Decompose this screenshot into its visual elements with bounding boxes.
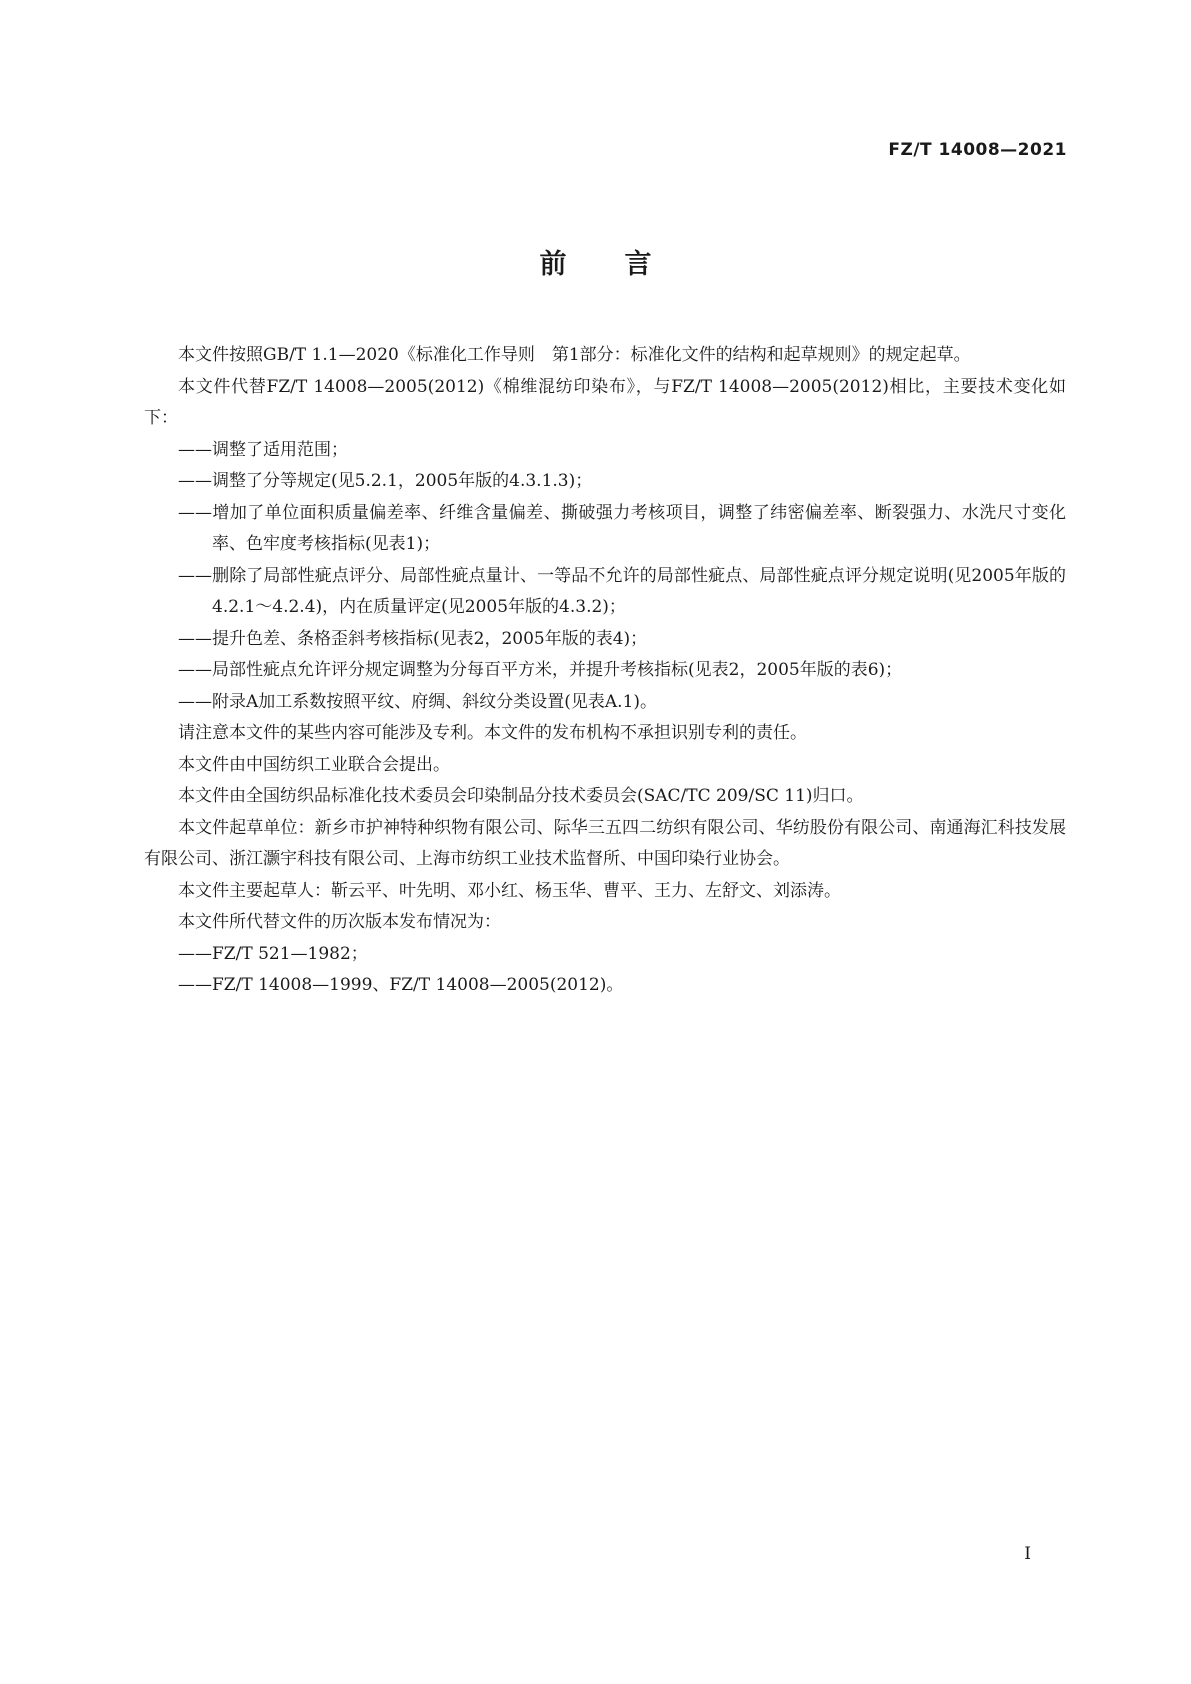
paragraph-replacement: 本文件代替FZ/T 14008—2005(2012)《棉维混纺印染布》，与FZ/T 14008—2005(2012)相比，主要技术变化如下： bbox=[144, 376, 1066, 428]
page-title: 前言 bbox=[539, 249, 710, 280]
paragraph-patent-notice: 请注意本文件的某些内容可能涉及专利。本文件的发布机构不承担识别专利的责任。 bbox=[178, 723, 807, 743]
paragraph-technical-committee: 本文件由全国纺织品标准化技术委员会印染制品分技术委员会(SAC/TC 209/SC 11)归口。 bbox=[178, 786, 864, 806]
paragraph-version-history: 本文件所代替文件的历次版本发布情况为： bbox=[178, 912, 501, 932]
list-item: ——提升色差、条格歪斜考核指标(见表2，2005年版的表4)； bbox=[178, 628, 648, 649]
list-item: ——调整了适用范围； bbox=[178, 439, 348, 460]
paragraph-drafters: 本文件主要起草人：靳云平、叶先明、邓小红、杨玉华、曹平、王力、左舒文、刘添涛。 bbox=[178, 880, 841, 901]
list-item: ——增加了单位面积质量偏差率、纤维含量偏差、撕破强力考核项目，调整了纬密偏差率、断裂强力、水洗尺寸变化率、色牢度考核指标(见表1)； bbox=[178, 502, 1066, 554]
foreword-body bbox=[144, 340, 1066, 1002]
list-item: ——附录A加工系数按照平纹、府绸、斜纹分类设置(见表A.1)。 bbox=[178, 691, 658, 712]
list-item: ——调整了分等规定(见5.2.1，2005年版的4.3.1.3)； bbox=[178, 471, 593, 491]
document-code: FZ/T 14008—2021 bbox=[888, 140, 1067, 160]
paragraph-proposer: 本文件由中国纺织工业联合会提出。 bbox=[178, 754, 450, 775]
paragraph-drafting-rules: 本文件按照GB/T 1.1—2020《标准化工作导则 第1部分：标准化文件的结构和起草规则》的规定起草。 bbox=[178, 345, 971, 365]
page-number: I bbox=[1024, 1544, 1031, 1564]
list-item: ——FZ/T 14008—1999、FZ/T 14008—2005(2012)。 bbox=[178, 975, 624, 995]
list-item: ——局部性疵点允许评分规定调整为分每百平方米，并提升考核指标(见表2，2005年版的表6)； bbox=[178, 660, 903, 680]
list-item: ——删除了局部性疵点评分、局部性疵点量计、一等品不允许的局部性疵点、局部性疵点评分规定说明(见2005年版的4.2.1～4.2.4)，内在质量评定(见2005年版的4.3.2)； bbox=[178, 565, 1066, 617]
list-item: ——FZ/T 521—1982； bbox=[178, 943, 368, 964]
paragraph-drafting-units: 本文件起草单位：新乡市护神特种织物有限公司、际华三五四二纺织有限公司、华纺股份有限公司、南通海汇科技发展有限公司、浙江灏宇科技有限公司、上海市纺织工业技术监督所、中国印染行业协会。 bbox=[144, 817, 1066, 869]
